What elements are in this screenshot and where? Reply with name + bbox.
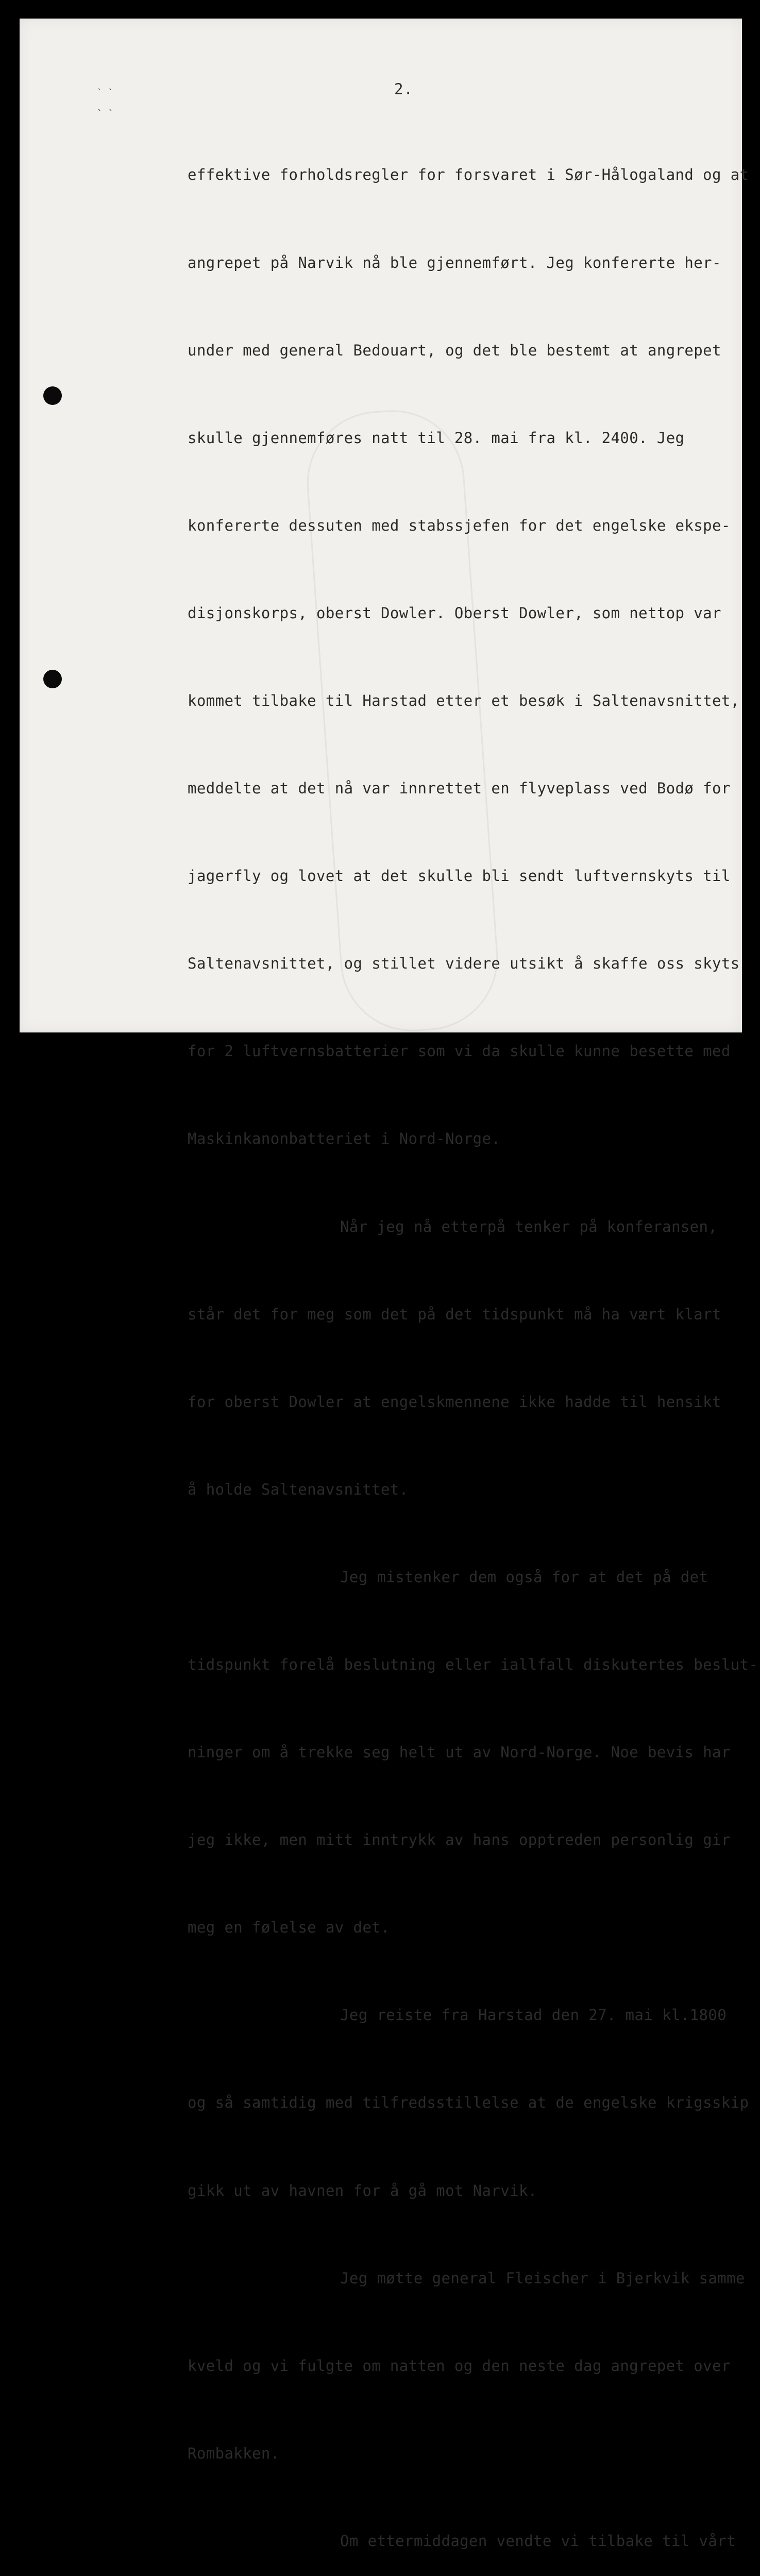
text-line: jeg ikke, men mitt inntrykk av hans opptreden personlig gir [188,1831,731,1849]
text-line: konfererte dessuten med stabssjefen for det engelske ekspe- [188,516,731,534]
text-line: jagerfly og lovet at det skulle bli sendt luftvernskyts til [188,867,731,885]
page-number: 2. [394,80,413,98]
text-line: meg en følelse av det. [188,1919,390,1937]
text-line: Rombakken. [188,2444,280,2462]
typewritten-body [188,102,758,2576]
text-line: for oberst Dowler at engelskmennene ikke hadde til hensikt [188,1393,721,1411]
edge-marks: ` ` ` ` [97,88,114,119]
text-line: skulle gjennemføres natt til 28. mai fra kl. 2400. Jeg [188,429,685,447]
text-line: å holde Saltenavsnittet. [188,1480,409,1498]
text-line: effektive forholdsregler for forsvaret i Sør-Hålogaland og at [188,166,749,184]
text-line: for 2 luftvernsbatterier som vi da skulle kunne besette med [188,1042,731,1060]
text-line: gikk ut av havnen for å gå mot Narvik. [188,2181,537,2199]
text-line: meddelte at det nå var innrettet en flyveplass ved Bodø for [188,779,731,798]
text-line: disjonskorps, oberst Dowler. Oberst Dowler, som nettop var [188,604,721,622]
text-line: Maskinkanonbatteriet i Nord-Norge. [188,1130,501,1148]
text-line: kveld og vi fulgte om natten og den neste dag angrepet over [188,2357,731,2375]
text-line-indented: Jeg møtte general Fleischer i Bjerkvik samme [340,2269,745,2287]
text-line-indented: Jeg reiste fra Harstad den 27. mai kl.1800 [340,2006,727,2024]
text-line: Saltenavsnittet, og stillet videre utsikt å skaffe oss skyts [188,955,740,973]
text-line: ninger om å trekke seg helt ut av Nord-Norge. Noe bevis har [188,1743,731,1761]
punch-hole-icon [43,386,62,405]
punch-hole-icon [43,670,62,688]
text-line: kommet tilbake til Harstad etter et besøk i Saltenavsnittet, [188,691,740,709]
text-line-indented: Om ettermiddagen vendte vi tilbake til vårt [340,2532,736,2550]
text-line: angrepet på Narvik nå ble gjennemført. Jeg konfererte her- [188,253,721,272]
text-line: under med general Bedouart, og det ble bestemt at angrepet [188,341,721,359]
text-line-indented: Når jeg nå etterpå tenker på konferansen, [340,1217,718,1235]
text-line: står det for meg som det på det tidspunkt må ha vært klart [188,1305,721,1323]
text-line: og så samtidig med tilfredsstillelse at de engelske krigsskip [188,2094,749,2112]
text-line-indented: Jeg mistenker dem også for at det på det [340,1568,708,1586]
text-line: tidspunkt forelå beslutning eller iallfall diskutertes beslut- [188,1656,758,1673]
